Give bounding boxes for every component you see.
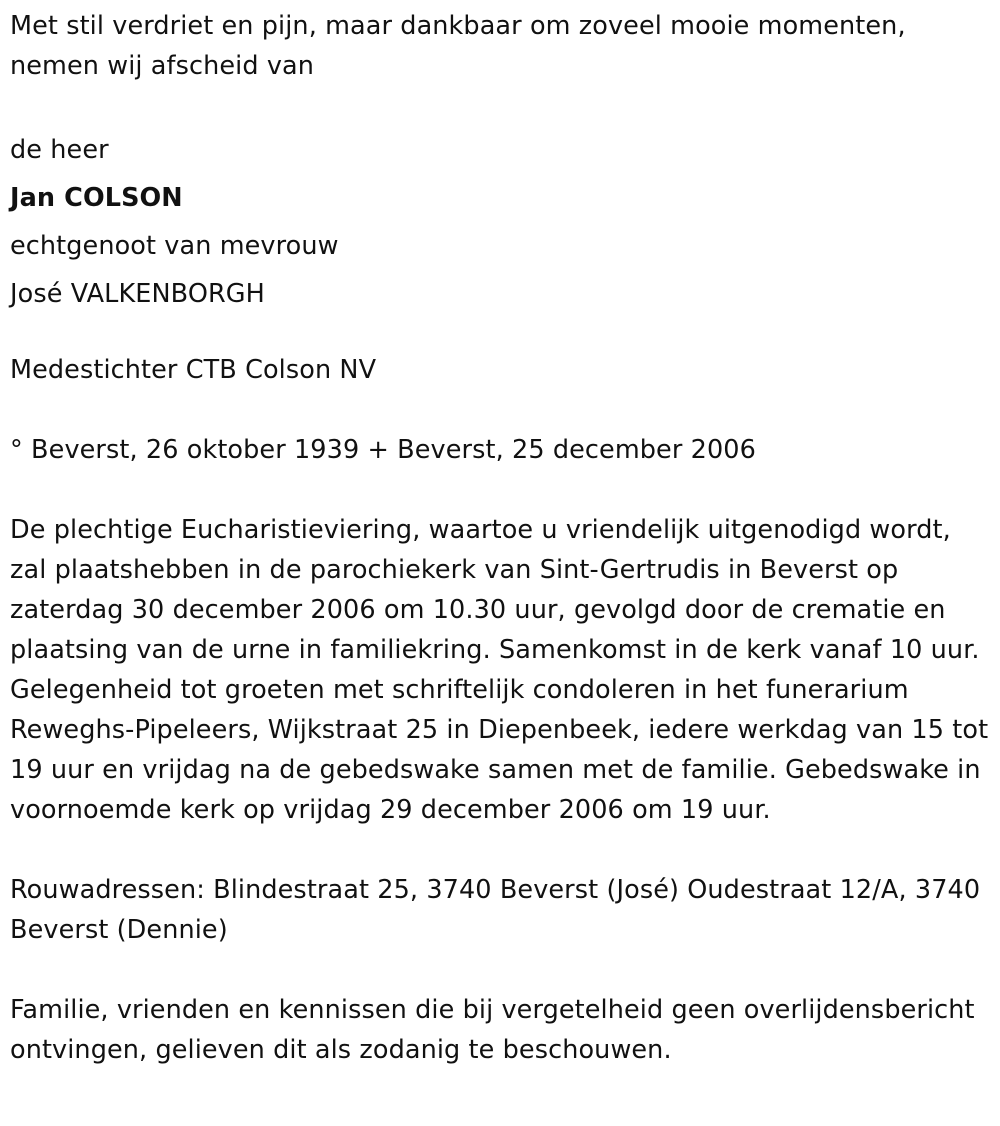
role-text: Medestichter CTB Colson NV <box>10 355 377 385</box>
spouse-label: echtgenoot van mevrouw <box>10 231 339 261</box>
obituary-notice <box>10 0 995 1070</box>
deceased-name: Jan COLSON <box>10 183 183 213</box>
intro-text: Met stil verdriet en pijn, maar dankbaar om zoveel mooie momenten, nemen wij afscheid van <box>10 11 906 81</box>
birth-death-dates: ° Beverst, 26 oktober 1939 + Beverst, 25 december 2006 <box>10 435 756 465</box>
service-details: De plechtige Eucharistieviering, waartoe u vriendelijk uitgenodigd wordt, zal plaatshebben in de parochiekerk van Sint-Gertrudis in Beverst op zaterdag 30 december 2006 om 10.30 uur, gevolgd door de crematie en plaatsing van de urne in familiekring. Samenkomst in de kerk vanaf 10 uur. Gelegenheid tot groeten met schriftelijk condoleren in het funerarium Reweghs-Pipeleers, Wijkstraat 25 in Diepenbeek, iedere werkdag van 15 tot 19 uur en vrijdag na de gebedswake samen met de familie. Gebedswake in voornoemde kerk op vrijdag 29 december 2006 om 19 uur. <box>10 515 989 825</box>
closing-note: Familie, vrienden en kennissen die bij vergetelheid geen overlijdensbericht ontvingen, gelieven dit als zodanig te beschouwen. <box>10 995 975 1065</box>
spouse-name: José VALKENBORGH <box>10 279 265 309</box>
honorific: de heer <box>10 135 109 165</box>
mourning-addresses: Rouwadressen: Blindestraat 25, 3740 Beverst (José) Oudestraat 12/A, 3740 Beverst (Dennie) <box>10 875 981 945</box>
